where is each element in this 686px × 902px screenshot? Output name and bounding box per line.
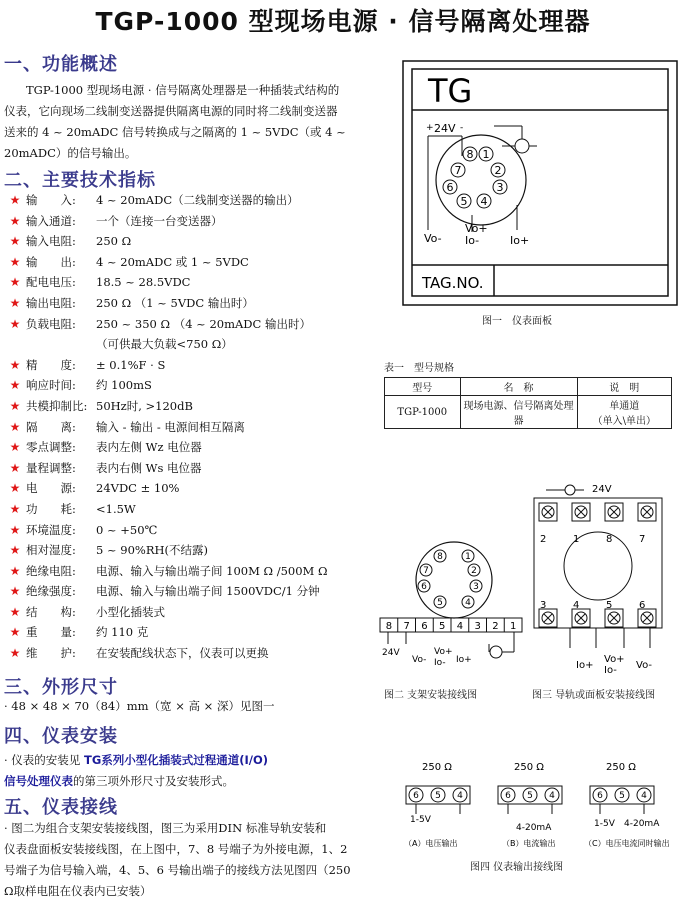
fig2-io: Io- [434, 658, 446, 668]
fig4-pin-6: 6 [597, 791, 603, 802]
table-cell-desc: 单通道 （单入\单出） [577, 396, 671, 429]
fig3-top-terminal-2: 2 [540, 534, 547, 545]
spec-row [4, 417, 384, 438]
spec-row [4, 355, 384, 376]
spec-row [4, 561, 384, 582]
spec-value: <1.5W [96, 501, 136, 516]
spec-value: 表内左侧 Wz 电位器 [96, 440, 202, 455]
spec-row [4, 581, 384, 602]
fig1-pin-2: 2 [494, 163, 502, 177]
spec-label: 绝缘强度: [26, 584, 76, 599]
spec-value: 4 ~ 20mADC（二线制变送器的输出） [96, 193, 299, 207]
spec-value: 约 100mS [96, 378, 152, 393]
spec-label: 配电电压: [26, 275, 76, 290]
fig2-24v: 24V [382, 648, 400, 658]
fig2-terminal-2: 2 [492, 621, 499, 632]
spec-row [4, 293, 384, 314]
fig1-pin-7: 7 [454, 163, 462, 177]
dimensions-text: · 48 × 48 × 70（84）mm（宽 × 高 × 深）见图一 [4, 699, 275, 713]
fig1-io-minus: Io- [465, 234, 480, 247]
fig2-terminal-8: 8 [385, 621, 393, 632]
fig2-pin-3: 3 [473, 582, 479, 593]
figure-3-rail [532, 480, 666, 676]
fig1-minus: - [460, 123, 464, 133]
wiring-paragraph [4, 818, 362, 902]
fig3-top-terminal-8: 8 [606, 534, 613, 545]
overview-line: TGP-1000 型现场电源 · 信号隔离处理器是一种插装式结构的 [26, 83, 340, 97]
spec-row [4, 643, 384, 664]
fig3-bottom-terminal-6: 6 [639, 600, 646, 611]
section-heading-install: 四、仪表安装 [4, 726, 118, 747]
star-icon: ★ [9, 254, 21, 269]
fig4-caption: 图四 仪表输出接线图 [470, 862, 564, 873]
figure-2-bracket [376, 540, 526, 680]
figure-1-panel [402, 60, 678, 306]
fig4-pin-5: 5 [435, 791, 441, 802]
fig4-pin-5: 5 [527, 791, 533, 802]
fig4-pin-6: 6 [413, 791, 419, 802]
spec-value: 4 ~ 20mADC 或 1 ~ 5VDC [96, 254, 249, 269]
spec-label: 输入电阻: [26, 234, 76, 249]
fig2-terminal-1: 1 [509, 621, 517, 632]
section-heading-dimensions: 三、外形尺寸 [4, 677, 118, 698]
spec-label: 响应时间: [26, 378, 76, 393]
fig2-pin-5: 5 [437, 598, 443, 609]
spec-value: 一个（连接一台变送器） [96, 213, 223, 228]
spec-value: 50Hz时, >120dB [96, 398, 193, 413]
spec-row [4, 211, 384, 232]
spec-label: 输 入: [26, 193, 76, 207]
star-icon: ★ [9, 625, 21, 640]
star-icon: ★ [9, 316, 21, 331]
spec-value: 250 Ω （1 ~ 5VDC 输出时） [96, 295, 254, 310]
fig3-caption: 图三 导轨或面板安装接线图 [532, 690, 656, 701]
spec-label: 负载电阻: [26, 316, 76, 331]
fig4-b-caption: （B）电流输出 [502, 839, 556, 848]
spec-value: 250 Ω [96, 234, 132, 249]
fig2-io-plus: Io+ [456, 655, 472, 665]
spec-row [4, 272, 384, 293]
spec-row [4, 622, 384, 643]
spec-value: 在安装配线状态下，仪表可以更换 [96, 646, 269, 661]
figure-4-output [398, 760, 678, 856]
install-post: 的第三项外形尺寸及安装形式。 [73, 774, 234, 788]
spec-row [4, 478, 384, 499]
spec-row [4, 231, 384, 252]
install-text [4, 750, 362, 792]
fig1-pin-4: 4 [480, 194, 488, 208]
spec-row [4, 334, 384, 355]
fig4-pin-5: 5 [619, 791, 625, 802]
install-link-2[interactable]: 信号处理仪表 [4, 774, 73, 788]
wiring-line: · 图二为组合支架安装接线图，图三为采用DIN 标准导轨安装和 [4, 821, 327, 835]
fig4-r-b: 250 Ω [514, 762, 544, 773]
fig1-pin-3: 3 [496, 180, 504, 194]
star-icon: ★ [9, 234, 21, 249]
spec-row [4, 396, 384, 417]
spec-value: （可供最大负载<750 Ω） [96, 337, 233, 352]
fig2-pin-7: 7 [423, 566, 429, 577]
fig4-r-c: 250 Ω [606, 762, 636, 773]
fig1-vo-minus: Vo- [424, 232, 442, 245]
spec-row [4, 437, 384, 458]
model-spec-table [384, 377, 672, 429]
fig1-brand: TG [428, 72, 473, 110]
fig3-bottom-terminal-5: 5 [606, 600, 613, 611]
spec-label: 结 构: [26, 604, 76, 619]
spec-row [4, 314, 384, 335]
spec-row [4, 252, 384, 273]
spec-label: 输入通道: [26, 213, 76, 228]
overview-paragraph [4, 80, 362, 164]
spec-label: 重 量: [26, 625, 76, 640]
spec-value: ± 0.1%F · S [96, 357, 166, 372]
fig1-vo-plus: Vo+ [465, 222, 488, 235]
spec-row [4, 375, 384, 396]
spec-label: 量程调整: [26, 460, 76, 475]
spec-label: 绝缘电阻: [26, 563, 76, 578]
fig1-pin-5: 5 [460, 194, 468, 208]
fig1-plus: + [426, 123, 434, 133]
section-heading-specs: 二、主要技术指标 [4, 170, 156, 191]
fig3-bottom-terminal-4: 4 [573, 600, 580, 611]
star-icon: ★ [9, 646, 21, 661]
star-icon: ★ [9, 460, 21, 475]
table-caption: 表一 型号规格 [384, 363, 454, 374]
fig1-caption: 图一 仪表面板 [482, 316, 552, 327]
spec-label: 输出电阻: [26, 295, 76, 310]
fig3-24v: 24V [592, 484, 612, 495]
star-icon: ★ [9, 419, 21, 434]
table-header: 说 明 [577, 378, 671, 396]
fig2-terminal-3: 3 [474, 621, 481, 632]
spec-row [4, 602, 384, 623]
spec-label: 功 耗: [26, 501, 76, 516]
fig2-terminal-6: 6 [421, 621, 428, 632]
fig4-pin-4: 4 [549, 791, 555, 802]
fig2-vo-plus: Vo+ [434, 647, 453, 657]
spec-row [4, 520, 384, 541]
wiring-line: 仪表盘面板安装接线图，在上图中，7、8 号端子为外接电源，1、2 [4, 842, 348, 856]
spec-value: 小型化插装式 [96, 604, 165, 619]
fig1-pin-8: 8 [466, 147, 474, 161]
spec-value: 电源、输入与输出端子间 1500VDC/1 分钟 [96, 584, 320, 599]
fig3-io-minus: Io- [604, 665, 617, 676]
wiring-line: 号端子为信号输入端，4、5、6 号输出端子的接线方法见图四（250 [4, 863, 351, 877]
fig2-pin-4: 4 [465, 598, 471, 609]
fig4-a-caption: （A）电压输出 [404, 839, 458, 848]
fig4-c-label-1: 1-5V [594, 819, 615, 829]
fig2-terminal-4: 4 [456, 621, 464, 632]
star-icon: ★ [9, 563, 21, 578]
star-icon: ★ [9, 398, 21, 413]
fig1-pin-6: 6 [446, 180, 454, 194]
fig2-pin-1: 1 [465, 552, 471, 563]
fig4-pin-4: 4 [457, 791, 463, 802]
fig2-terminal-7: 7 [403, 621, 410, 632]
fig4-c-caption: （C）电压电流同时输出 [584, 839, 670, 848]
fig1-tag-label: TAG.NO. [422, 274, 484, 292]
spec-label: 共模抑制比: [26, 398, 88, 413]
table-header: 型号 [385, 378, 461, 396]
spec-label: 电 源: [26, 481, 76, 496]
spec-label: 精 度: [26, 357, 76, 372]
star-icon: ★ [9, 440, 21, 455]
spec-list [4, 190, 384, 664]
overview-line: 20mADC）的信号输出。 [4, 146, 137, 160]
fig1-io-plus: Io+ [510, 234, 530, 247]
spec-value: 0 ~ +50℃ [96, 522, 158, 537]
fig2-pin-8: 8 [437, 552, 443, 563]
overview-line: 送来的 4 ~ 20mADC 信号转换成与之隔离的 1 ~ 5VDC（或 4 ~ [4, 125, 346, 139]
fig4-pin-6: 6 [505, 791, 511, 802]
fig2-terminal-5: 5 [438, 621, 446, 632]
fig2-pin-2: 2 [471, 566, 477, 577]
star-icon: ★ [9, 378, 21, 393]
spec-label: 维 护: [26, 646, 76, 661]
spec-row [4, 540, 384, 561]
fig2-pin-6: 6 [421, 582, 427, 593]
wiring-line: Ω取样电阻在仪表内已安装） [4, 884, 152, 898]
install-link-1[interactable]: TG系列小型化插装式过程通道(I/O) [83, 753, 269, 767]
fig2-caption: 图二 支架安装接线图 [384, 690, 478, 701]
spec-label: 输 出: [26, 254, 76, 269]
spec-label: 环境温度: [26, 522, 76, 537]
star-icon: ★ [9, 275, 21, 290]
star-icon: ★ [9, 543, 21, 558]
section-heading-wiring: 五、仪表接线 [4, 797, 118, 818]
spec-value: 18.5 ~ 28.5VDC [96, 275, 191, 290]
spec-value: 输入 - 输出 - 电源间相互隔离 [96, 419, 245, 434]
table-header: 名 称 [460, 378, 577, 396]
spec-row [4, 458, 384, 479]
star-icon: ★ [9, 604, 21, 619]
spec-value: 5 ~ 90%RH(不结露) [96, 543, 208, 558]
spec-value: 约 110 克 [96, 625, 149, 640]
install-pre: · 仪表的安装见 [4, 753, 84, 767]
page-title: TGP-1000 型现场电源 · 信号隔离处理器 [95, 7, 591, 36]
star-icon: ★ [9, 584, 21, 599]
fig2-vo: Vo- [412, 655, 427, 665]
spec-label: 零点调整: [26, 440, 76, 455]
fig1-pin-1: 1 [482, 147, 490, 161]
spec-value: 电源、输入与输出端子间 100M Ω /500M Ω [96, 563, 328, 578]
fig3-vo-plus: Vo+ [604, 654, 625, 665]
fig3-vo-minus: Vo- [636, 660, 652, 671]
fig1-24v: 24V [434, 122, 456, 135]
spec-label: 相对湿度: [26, 543, 76, 558]
star-icon: ★ [9, 193, 21, 207]
fig4-a-label: 1-5V [410, 815, 431, 825]
table-cell-name: 现场电源、信号隔离处理器 [460, 396, 577, 429]
overview-line: 仪表，它向现场二线制变送器提供隔离电源的同时将二线制变送器 [4, 104, 338, 118]
fig3-top-terminal-7: 7 [639, 534, 646, 545]
star-icon: ★ [9, 295, 21, 310]
star-icon: ★ [9, 522, 21, 537]
fig4-pin-4: 4 [641, 791, 647, 802]
spec-label: 隔 离: [26, 419, 76, 434]
spec-row [4, 499, 384, 520]
fig3-top-terminal-1: 1 [573, 534, 580, 545]
star-icon: ★ [9, 481, 21, 496]
spec-value: 表内右侧 Ws 电位器 [96, 460, 202, 475]
fig3-io-plus: Io+ [576, 660, 594, 671]
fig4-c-label-2: 4-20mA [624, 819, 660, 829]
section-heading-overview: 一、功能概述 [4, 54, 118, 75]
fig3-bottom-terminal-3: 3 [540, 600, 547, 611]
table-cell-model: TGP-1000 [385, 396, 461, 429]
star-icon: ★ [9, 357, 21, 372]
star-icon: ★ [9, 213, 21, 228]
fig1-pins [443, 147, 507, 208]
spec-row [4, 190, 384, 211]
fig4-b-label: 4-20mA [516, 823, 552, 833]
fig4-r-a: 250 Ω [422, 762, 452, 773]
star-icon: ★ [9, 501, 21, 516]
spec-value: 250 ~ 350 Ω （4 ~ 20mADC 输出时） [96, 316, 311, 331]
spec-value: 24VDC ± 10% [96, 481, 180, 496]
